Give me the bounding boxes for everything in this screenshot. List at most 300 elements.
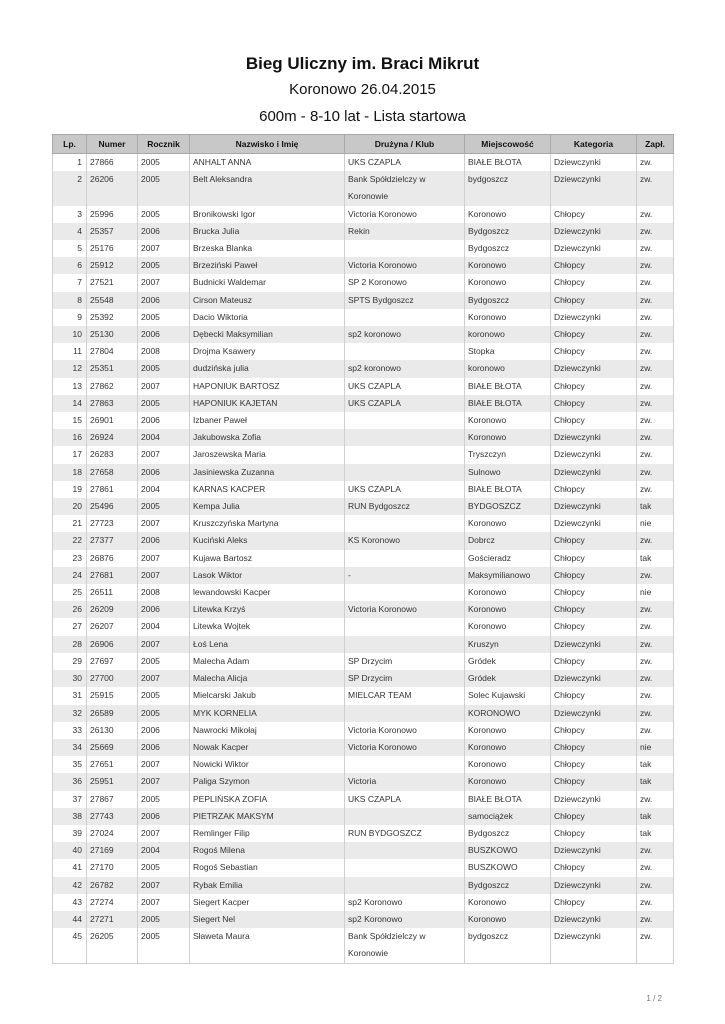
cell-club xyxy=(345,343,465,360)
cell-town: Bydgoszcz xyxy=(465,240,551,257)
cell-town: Koronowo xyxy=(465,911,551,928)
cell-number: 27804 xyxy=(87,343,138,360)
cell-lp: 7 xyxy=(53,274,87,291)
cell-category: Dziewczynki xyxy=(551,515,637,532)
cell-number: 27866 xyxy=(87,154,138,172)
cell-year: 2005 xyxy=(138,309,190,326)
cell-category: Dziewczynki xyxy=(551,705,637,722)
table-row xyxy=(53,378,674,395)
cell-category: Chłopcy xyxy=(551,343,637,360)
cell-lp: 4 xyxy=(53,223,87,240)
cell-town: Sulnowo xyxy=(465,464,551,481)
cell-town: Maksymilianowo xyxy=(465,567,551,584)
cell-number: 27681 xyxy=(87,567,138,584)
cell-name: Rogoś Sebastian xyxy=(190,859,345,876)
cell-club xyxy=(345,309,465,326)
cell-name: ANHALT ANNA xyxy=(190,154,345,172)
cell-number: 25176 xyxy=(87,240,138,257)
cell-year: 2006 xyxy=(138,532,190,549)
cell-category: Dziewczynki xyxy=(551,464,637,481)
cell-town: Koronowo xyxy=(465,756,551,773)
cell-category: Dziewczynki xyxy=(551,498,637,515)
cell-town: bydgoszcz xyxy=(465,928,551,963)
cell-paid: zw. xyxy=(637,567,674,584)
cell-club xyxy=(345,464,465,481)
cell-club: UKS CZAPLA xyxy=(345,481,465,498)
cell-lp: 42 xyxy=(53,877,87,894)
table-row xyxy=(53,498,674,515)
cell-year: 2004 xyxy=(138,618,190,635)
cell-name: Litewka Krzyś xyxy=(190,601,345,618)
cell-lp: 27 xyxy=(53,618,87,635)
page-number: 1 / 2 xyxy=(646,994,662,1003)
cell-lp: 17 xyxy=(53,446,87,463)
cell-club: MIELCAR TEAM xyxy=(345,687,465,704)
table-row xyxy=(53,911,674,928)
cell-name: Malecha Alicja xyxy=(190,670,345,687)
cell-club xyxy=(345,756,465,773)
cell-number: 26511 xyxy=(87,584,138,601)
cell-lp: 5 xyxy=(53,240,87,257)
cell-lp: 35 xyxy=(53,756,87,773)
cell-paid: zw. xyxy=(637,274,674,291)
cell-town: Koronowo xyxy=(465,515,551,532)
event-title: 600m - 8-10 lat - Lista startowa xyxy=(259,108,466,125)
table-header-row xyxy=(53,135,674,154)
table-row xyxy=(53,636,674,653)
cell-paid: zw. xyxy=(637,636,674,653)
cell-name: Nowicki Wiktor xyxy=(190,756,345,773)
cell-year: 2007 xyxy=(138,894,190,911)
cell-number: 26283 xyxy=(87,446,138,463)
cell-category: Chłopcy xyxy=(551,808,637,825)
cell-lp: 23 xyxy=(53,550,87,567)
cell-club: Victoria Koronowo xyxy=(345,739,465,756)
cell-year: 2007 xyxy=(138,670,190,687)
cell-town: Bydgoszcz xyxy=(465,292,551,309)
cell-category: Dziewczynki xyxy=(551,240,637,257)
cell-number: 27743 xyxy=(87,808,138,825)
cell-name: Remlinger Filip xyxy=(190,825,345,842)
cell-town: BIAŁE BŁOTA xyxy=(465,378,551,395)
cell-year: 2007 xyxy=(138,240,190,257)
cell-club xyxy=(345,584,465,601)
cell-lp: 11 xyxy=(53,343,87,360)
cell-lp: 2 xyxy=(53,171,87,205)
cell-number: 26206 xyxy=(87,171,138,205)
cell-lp: 26 xyxy=(53,601,87,618)
cell-paid: zw. xyxy=(637,257,674,274)
table-row xyxy=(53,206,674,223)
cell-town: Koronowo xyxy=(465,309,551,326)
table-row xyxy=(53,446,674,463)
col-header-paid: Zapł. xyxy=(637,135,674,154)
cell-year: 2007 xyxy=(138,773,190,790)
cell-paid: tak xyxy=(637,550,674,567)
cell-club: Victoria Koronowo xyxy=(345,206,465,223)
cell-lp: 36 xyxy=(53,773,87,790)
cell-town: Gródek xyxy=(465,670,551,687)
cell-category: Chłopcy xyxy=(551,584,637,601)
cell-town: Kruszyn xyxy=(465,636,551,653)
cell-category: Dziewczynki xyxy=(551,791,637,808)
cell-lp: 16 xyxy=(53,429,87,446)
cell-category: Dziewczynki xyxy=(551,154,637,172)
cell-lp: 24 xyxy=(53,567,87,584)
place-date: Koronowo 26.04.2015 xyxy=(289,81,436,98)
table-row xyxy=(53,705,674,722)
cell-paid: zw. xyxy=(637,859,674,876)
cell-number: 25951 xyxy=(87,773,138,790)
cell-lp: 15 xyxy=(53,412,87,429)
col-header-year: Rocznik xyxy=(138,135,190,154)
cell-number: 25392 xyxy=(87,309,138,326)
cell-category: Dziewczynki xyxy=(551,670,637,687)
cell-lp: 38 xyxy=(53,808,87,825)
cell-town: Koronowo xyxy=(465,722,551,739)
cell-paid: zw. xyxy=(637,223,674,240)
table-row xyxy=(53,309,674,326)
cell-paid: zw. xyxy=(637,429,674,446)
cell-category: Chłopcy xyxy=(551,326,637,343)
cell-town: KORONOWO xyxy=(465,705,551,722)
table-row xyxy=(53,240,674,257)
cell-lp: 28 xyxy=(53,636,87,653)
cell-year: 2007 xyxy=(138,636,190,653)
cell-town: BUSZKOWO xyxy=(465,842,551,859)
cell-number: 27024 xyxy=(87,825,138,842)
cell-club: UKS CZAPLA xyxy=(345,395,465,412)
col-header-town: Miejscowość xyxy=(465,135,551,154)
cell-category: Chłopcy xyxy=(551,601,637,618)
cell-town: bydgoszcz xyxy=(465,171,551,205)
cell-paid: zw. xyxy=(637,705,674,722)
table-row xyxy=(53,326,674,343)
cell-year: 2007 xyxy=(138,825,190,842)
cell-year: 2005 xyxy=(138,911,190,928)
table-row xyxy=(53,756,674,773)
cell-name: Siegert Kacper xyxy=(190,894,345,911)
cell-number: 26209 xyxy=(87,601,138,618)
cell-town: BUSZKOWO xyxy=(465,859,551,876)
cell-club: Victoria Koronowo xyxy=(345,722,465,739)
cell-year: 2006 xyxy=(138,601,190,618)
cell-paid: zw. xyxy=(637,911,674,928)
cell-category: Dziewczynki xyxy=(551,429,637,446)
cell-paid: zw. xyxy=(637,412,674,429)
cell-lp: 45 xyxy=(53,928,87,963)
cell-town: BIAŁE BŁOTA xyxy=(465,154,551,172)
cell-paid: zw. xyxy=(637,154,674,172)
cell-club xyxy=(345,515,465,532)
cell-number: 27274 xyxy=(87,894,138,911)
cell-club: SPTS Bydgoszcz xyxy=(345,292,465,309)
table-row xyxy=(53,154,674,172)
cell-name: lewandowski Kacper xyxy=(190,584,345,601)
cell-club: Victoria Koronowo xyxy=(345,601,465,618)
cell-name: MYK KORNELIA xyxy=(190,705,345,722)
table-row xyxy=(53,464,674,481)
cell-paid: tak xyxy=(637,756,674,773)
cell-club: UKS CZAPLA xyxy=(345,378,465,395)
cell-paid: nie xyxy=(637,739,674,756)
table-row xyxy=(53,343,674,360)
cell-name: Dębecki Maksymilian xyxy=(190,326,345,343)
cell-name: Brucka Julia xyxy=(190,223,345,240)
cell-paid: tak xyxy=(637,808,674,825)
cell-paid: zw. xyxy=(637,653,674,670)
cell-paid: zw. xyxy=(637,309,674,326)
cell-number: 27867 xyxy=(87,791,138,808)
table-row xyxy=(53,808,674,825)
cell-club: sp2 Koronowo xyxy=(345,894,465,911)
cell-town: samociążek xyxy=(465,808,551,825)
table-row xyxy=(53,859,674,876)
cell-club xyxy=(345,636,465,653)
cell-town: BYDGOSZCZ xyxy=(465,498,551,515)
cell-category: Chłopcy xyxy=(551,532,637,549)
cell-lp: 31 xyxy=(53,687,87,704)
cell-lp: 20 xyxy=(53,498,87,515)
cell-number: 25357 xyxy=(87,223,138,240)
cell-number: 26924 xyxy=(87,429,138,446)
cell-name: Brzeska Blanka xyxy=(190,240,345,257)
table-row xyxy=(53,412,674,429)
cell-paid: zw. xyxy=(637,894,674,911)
cell-name: Rybak Emilia xyxy=(190,877,345,894)
table-body xyxy=(53,154,674,964)
cell-category: Chłopcy xyxy=(551,412,637,429)
cell-year: 2006 xyxy=(138,722,190,739)
cell-number: 26901 xyxy=(87,412,138,429)
cell-lp: 10 xyxy=(53,326,87,343)
cell-name: Jakubowska Zofia xyxy=(190,429,345,446)
table-row xyxy=(53,928,674,963)
cell-town: Koronowo xyxy=(465,257,551,274)
cell-lp: 32 xyxy=(53,705,87,722)
start-list-table xyxy=(52,134,674,964)
cell-year: 2005 xyxy=(138,498,190,515)
cell-paid: zw. xyxy=(637,601,674,618)
cell-category: Chłopcy xyxy=(551,550,637,567)
cell-name: Kuciński Aleks xyxy=(190,532,345,549)
cell-town: BIAŁE BŁOTA xyxy=(465,395,551,412)
col-header-number: Numer xyxy=(87,135,138,154)
cell-paid: zw. xyxy=(637,326,674,343)
cell-name: Drojma Ksawery xyxy=(190,343,345,360)
cell-lp: 34 xyxy=(53,739,87,756)
cell-number: 25912 xyxy=(87,257,138,274)
cell-club: SP 2 Koronowo xyxy=(345,274,465,291)
cell-paid: zw. xyxy=(637,670,674,687)
table-row xyxy=(53,360,674,377)
cell-year: 2005 xyxy=(138,928,190,963)
cell-club: sp2 koronowo xyxy=(345,326,465,343)
cell-town: Bydgoszcz xyxy=(465,223,551,240)
cell-lp: 3 xyxy=(53,206,87,223)
cell-category: Dziewczynki xyxy=(551,223,637,240)
cell-number: 26207 xyxy=(87,618,138,635)
cell-paid: tak xyxy=(637,825,674,842)
cell-paid: tak xyxy=(637,773,674,790)
cell-year: 2007 xyxy=(138,274,190,291)
cell-paid: zw. xyxy=(637,842,674,859)
cell-name: Lasok Wiktor xyxy=(190,567,345,584)
cell-lp: 44 xyxy=(53,911,87,928)
cell-paid: zw. xyxy=(637,206,674,223)
cell-number: 27271 xyxy=(87,911,138,928)
cell-name: Jaroszewska Maria xyxy=(190,446,345,463)
cell-category: Dziewczynki xyxy=(551,842,637,859)
cell-name: Łoś Lena xyxy=(190,636,345,653)
cell-year: 2005 xyxy=(138,859,190,876)
cell-number: 27377 xyxy=(87,532,138,549)
table-row xyxy=(53,292,674,309)
cell-paid: zw. xyxy=(637,722,674,739)
cell-club: Bank Spółdzielczy w Koronowie xyxy=(345,928,465,963)
cell-name: PIETRZAK MAKSYM xyxy=(190,808,345,825)
cell-club xyxy=(345,877,465,894)
cell-paid: zw. xyxy=(637,343,674,360)
table-row xyxy=(53,481,674,498)
cell-year: 2008 xyxy=(138,343,190,360)
cell-lp: 39 xyxy=(53,825,87,842)
cell-category: Chłopcy xyxy=(551,618,637,635)
cell-year: 2005 xyxy=(138,171,190,205)
cell-name: PEPLIŃSKA ZOFIA xyxy=(190,791,345,808)
cell-town: Koronowo xyxy=(465,773,551,790)
cell-paid: nie xyxy=(637,584,674,601)
cell-club: UKS CZAPLA xyxy=(345,791,465,808)
table-row xyxy=(53,171,674,205)
cell-club xyxy=(345,859,465,876)
cell-name: Nowak Kacper xyxy=(190,739,345,756)
cell-paid: zw. xyxy=(637,532,674,549)
cell-number: 27658 xyxy=(87,464,138,481)
cell-year: 2007 xyxy=(138,446,190,463)
cell-club xyxy=(345,446,465,463)
cell-name: Jasiniewska Zuzanna xyxy=(190,464,345,481)
cell-town: Koronowo xyxy=(465,274,551,291)
cell-category: Chłopcy xyxy=(551,481,637,498)
cell-lp: 25 xyxy=(53,584,87,601)
cell-number: 25548 xyxy=(87,292,138,309)
cell-name: Litewka Wojtek xyxy=(190,618,345,635)
cell-name: Kruszczyńska Martyna xyxy=(190,515,345,532)
table-row xyxy=(53,429,674,446)
cell-paid: zw. xyxy=(637,240,674,257)
cell-lp: 8 xyxy=(53,292,87,309)
cell-town: Koronowo xyxy=(465,429,551,446)
cell-town: Koronowo xyxy=(465,739,551,756)
cell-number: 27700 xyxy=(87,670,138,687)
cell-year: 2004 xyxy=(138,429,190,446)
cell-category: Chłopcy xyxy=(551,687,637,704)
cell-paid: zw. xyxy=(637,791,674,808)
cell-paid: zw. xyxy=(637,877,674,894)
cell-number: 27169 xyxy=(87,842,138,859)
cell-year: 2004 xyxy=(138,842,190,859)
cell-year: 2005 xyxy=(138,206,190,223)
cell-lp: 33 xyxy=(53,722,87,739)
cell-category: Chłopcy xyxy=(551,378,637,395)
cell-year: 2005 xyxy=(138,257,190,274)
cell-town: Gościeradz xyxy=(465,550,551,567)
cell-category: Dziewczynki xyxy=(551,309,637,326)
cell-paid: zw. xyxy=(637,464,674,481)
cell-category: Chłopcy xyxy=(551,756,637,773)
cell-year: 2005 xyxy=(138,687,190,704)
cell-category: Dziewczynki xyxy=(551,446,637,463)
cell-year: 2005 xyxy=(138,653,190,670)
table-row xyxy=(53,515,674,532)
cell-year: 2005 xyxy=(138,154,190,172)
cell-category: Chłopcy xyxy=(551,257,637,274)
cell-year: 2004 xyxy=(138,481,190,498)
cell-lp: 41 xyxy=(53,859,87,876)
cell-name: Nawrocki Mikołaj xyxy=(190,722,345,739)
cell-category: Chłopcy xyxy=(551,722,637,739)
cell-year: 2007 xyxy=(138,567,190,584)
cell-club xyxy=(345,429,465,446)
table-row xyxy=(53,773,674,790)
cell-club: Victoria Koronowo xyxy=(345,257,465,274)
cell-number: 27862 xyxy=(87,378,138,395)
table-row xyxy=(53,395,674,412)
cell-name: HAPONIUK KAJETAN xyxy=(190,395,345,412)
cell-number: 26205 xyxy=(87,928,138,963)
cell-lp: 37 xyxy=(53,791,87,808)
cell-name: Siegert Nel xyxy=(190,911,345,928)
cell-year: 2006 xyxy=(138,739,190,756)
cell-lp: 43 xyxy=(53,894,87,911)
cell-number: 27651 xyxy=(87,756,138,773)
cell-name: Sławeta Maura xyxy=(190,928,345,963)
cell-club xyxy=(345,412,465,429)
table-row xyxy=(53,274,674,291)
cell-town: Koronowo xyxy=(465,601,551,618)
cell-year: 2005 xyxy=(138,360,190,377)
cell-town: Stopka xyxy=(465,343,551,360)
cell-town: Koronowo xyxy=(465,618,551,635)
cell-paid: zw. xyxy=(637,687,674,704)
cell-town: Koronowo xyxy=(465,894,551,911)
cell-name: dudzińska julia xyxy=(190,360,345,377)
cell-town: koronowo xyxy=(465,326,551,343)
cell-number: 26589 xyxy=(87,705,138,722)
cell-club: Bank Spółdzielczy w Koronowie xyxy=(345,171,465,205)
cell-year: 2007 xyxy=(138,378,190,395)
cell-name: Izbaner Paweł xyxy=(190,412,345,429)
cell-number: 25996 xyxy=(87,206,138,223)
cell-category: Dziewczynki xyxy=(551,171,637,205)
cell-paid: zw. xyxy=(637,928,674,963)
cell-club xyxy=(345,240,465,257)
cell-number: 27861 xyxy=(87,481,138,498)
cell-category: Chłopcy xyxy=(551,773,637,790)
cell-paid: zw. xyxy=(637,481,674,498)
cell-name: Malecha Adam xyxy=(190,653,345,670)
cell-town: Gródek xyxy=(465,653,551,670)
cell-year: 2006 xyxy=(138,292,190,309)
cell-name: Kempa Julia xyxy=(190,498,345,515)
cell-number: 26876 xyxy=(87,550,138,567)
cell-lp: 1 xyxy=(53,154,87,172)
cell-year: 2006 xyxy=(138,412,190,429)
cell-lp: 6 xyxy=(53,257,87,274)
cell-club xyxy=(345,808,465,825)
table-row xyxy=(53,601,674,618)
